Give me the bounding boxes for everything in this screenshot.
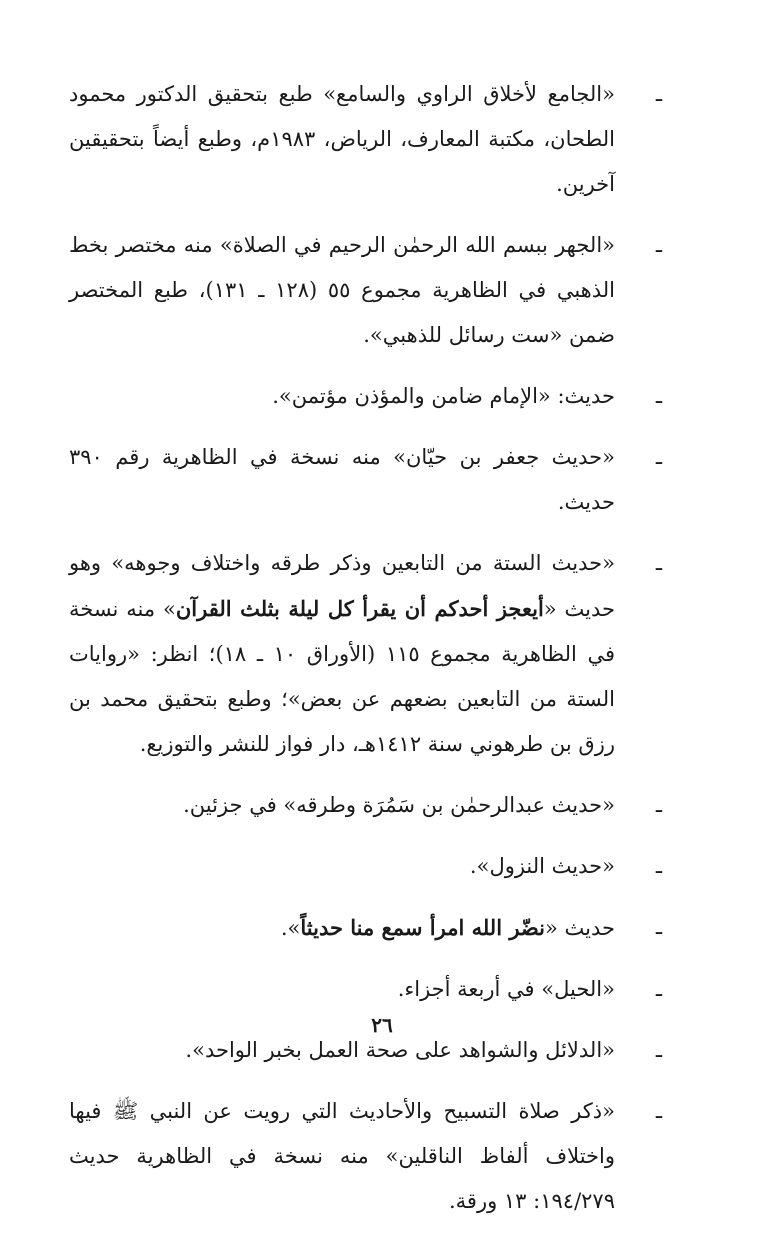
list-item <box>69 72 669 207</box>
list-dash: ـ <box>655 82 663 106</box>
item-text <box>69 905 615 951</box>
list-item <box>69 967 669 1012</box>
item-text: حديث: «الإمام ضامن والمؤذن مؤتمن». <box>272 384 615 408</box>
hadith-quote: نضّر الله امرأ سمع منا حديثاً <box>300 915 545 940</box>
item-text <box>69 541 615 767</box>
item-text-pre: حديث « <box>545 916 615 940</box>
list-dash: ـ <box>655 793 663 817</box>
list-item <box>69 374 669 419</box>
item-text-post: » منه نسخة في الظاهرية مجموع ١١٥ (الأوراق ١٠ ـ ١٨)؛ انظر: «روايات الستة من التابعين بضعهم عن بعض»؛ وطبع بتحقيق محمد بن رزق بن طرهوني سنة ١٤١٢هـ، دار فواز للنشر والتوزيع. <box>69 597 616 756</box>
item-text-pre: «حديث الستة من التابعين وذكر طرقه واختلاف وجوهه» وهو حديث « <box>69 551 616 621</box>
list-dash: ـ <box>655 1099 663 1123</box>
item-text: «ذكر صلاة التسبيح والأحاديث التي رويت عن النبي ﷺ فيها واختلاف ألفاظ الناقلين» منه نسخة في الظاهرية حديث ١٩٤/٢٧٩: ١٣ ورقة. <box>69 1099 615 1213</box>
list-dash: ـ <box>655 445 663 469</box>
item-text: «حديث عبدالرحمٰن بن سَمُرَة وطرقه» في جزئين. <box>183 793 615 817</box>
list-dash: ـ <box>655 384 663 408</box>
list-item <box>69 435 669 525</box>
list-item <box>69 844 669 889</box>
list-dash: ـ <box>655 977 663 1001</box>
page-number: ٢٦ <box>371 1013 393 1037</box>
list-item <box>69 783 669 828</box>
list-item <box>69 905 669 951</box>
item-text: «الحيل» في أربعة أجزاء. <box>397 977 615 1001</box>
list-dash: ـ <box>655 1038 663 1062</box>
item-text: «حديث جعفر بن حيّان» منه نسخة في الظاهرية رقم ٣٩٠ حديث. <box>69 445 615 514</box>
item-text: «حديث النزول». <box>469 854 615 878</box>
list-dash: ـ <box>655 915 663 939</box>
item-text: «الجامع لأخلاق الراوي والسامع» طبع بتحقيق الدكتور محمود الطحان، مكتبة المعارف، الرياض، ١٩٨٣م، وطبع أيضاً بتحقيقين آخرين. <box>69 82 615 196</box>
bibliography-list <box>69 72 669 1240</box>
item-text: «الجهر ببسم الله الرحمٰن الرحيم في الصلاة» منه مختصر بخط الذهبي في الظاهرية مجموع ٥٥ (١٢٨ ـ ١٣١)، طبع المختصر ضمن «ست رسائل للذهبي». <box>69 233 615 347</box>
list-item <box>69 1089 669 1224</box>
list-dash: ـ <box>655 551 663 575</box>
list-dash: ـ <box>655 854 663 878</box>
list-dash: ـ <box>655 233 663 257</box>
item-text: «الدلائل والشواهد على صحة العمل بخبر الواحد». <box>185 1038 615 1062</box>
list-item <box>69 223 669 358</box>
hadith-quote: أيعجز أحدكم أن يقرأ كل ليلة بثلث القرآن <box>175 596 544 621</box>
list-item <box>69 541 669 767</box>
item-text-post: ». <box>280 916 301 940</box>
